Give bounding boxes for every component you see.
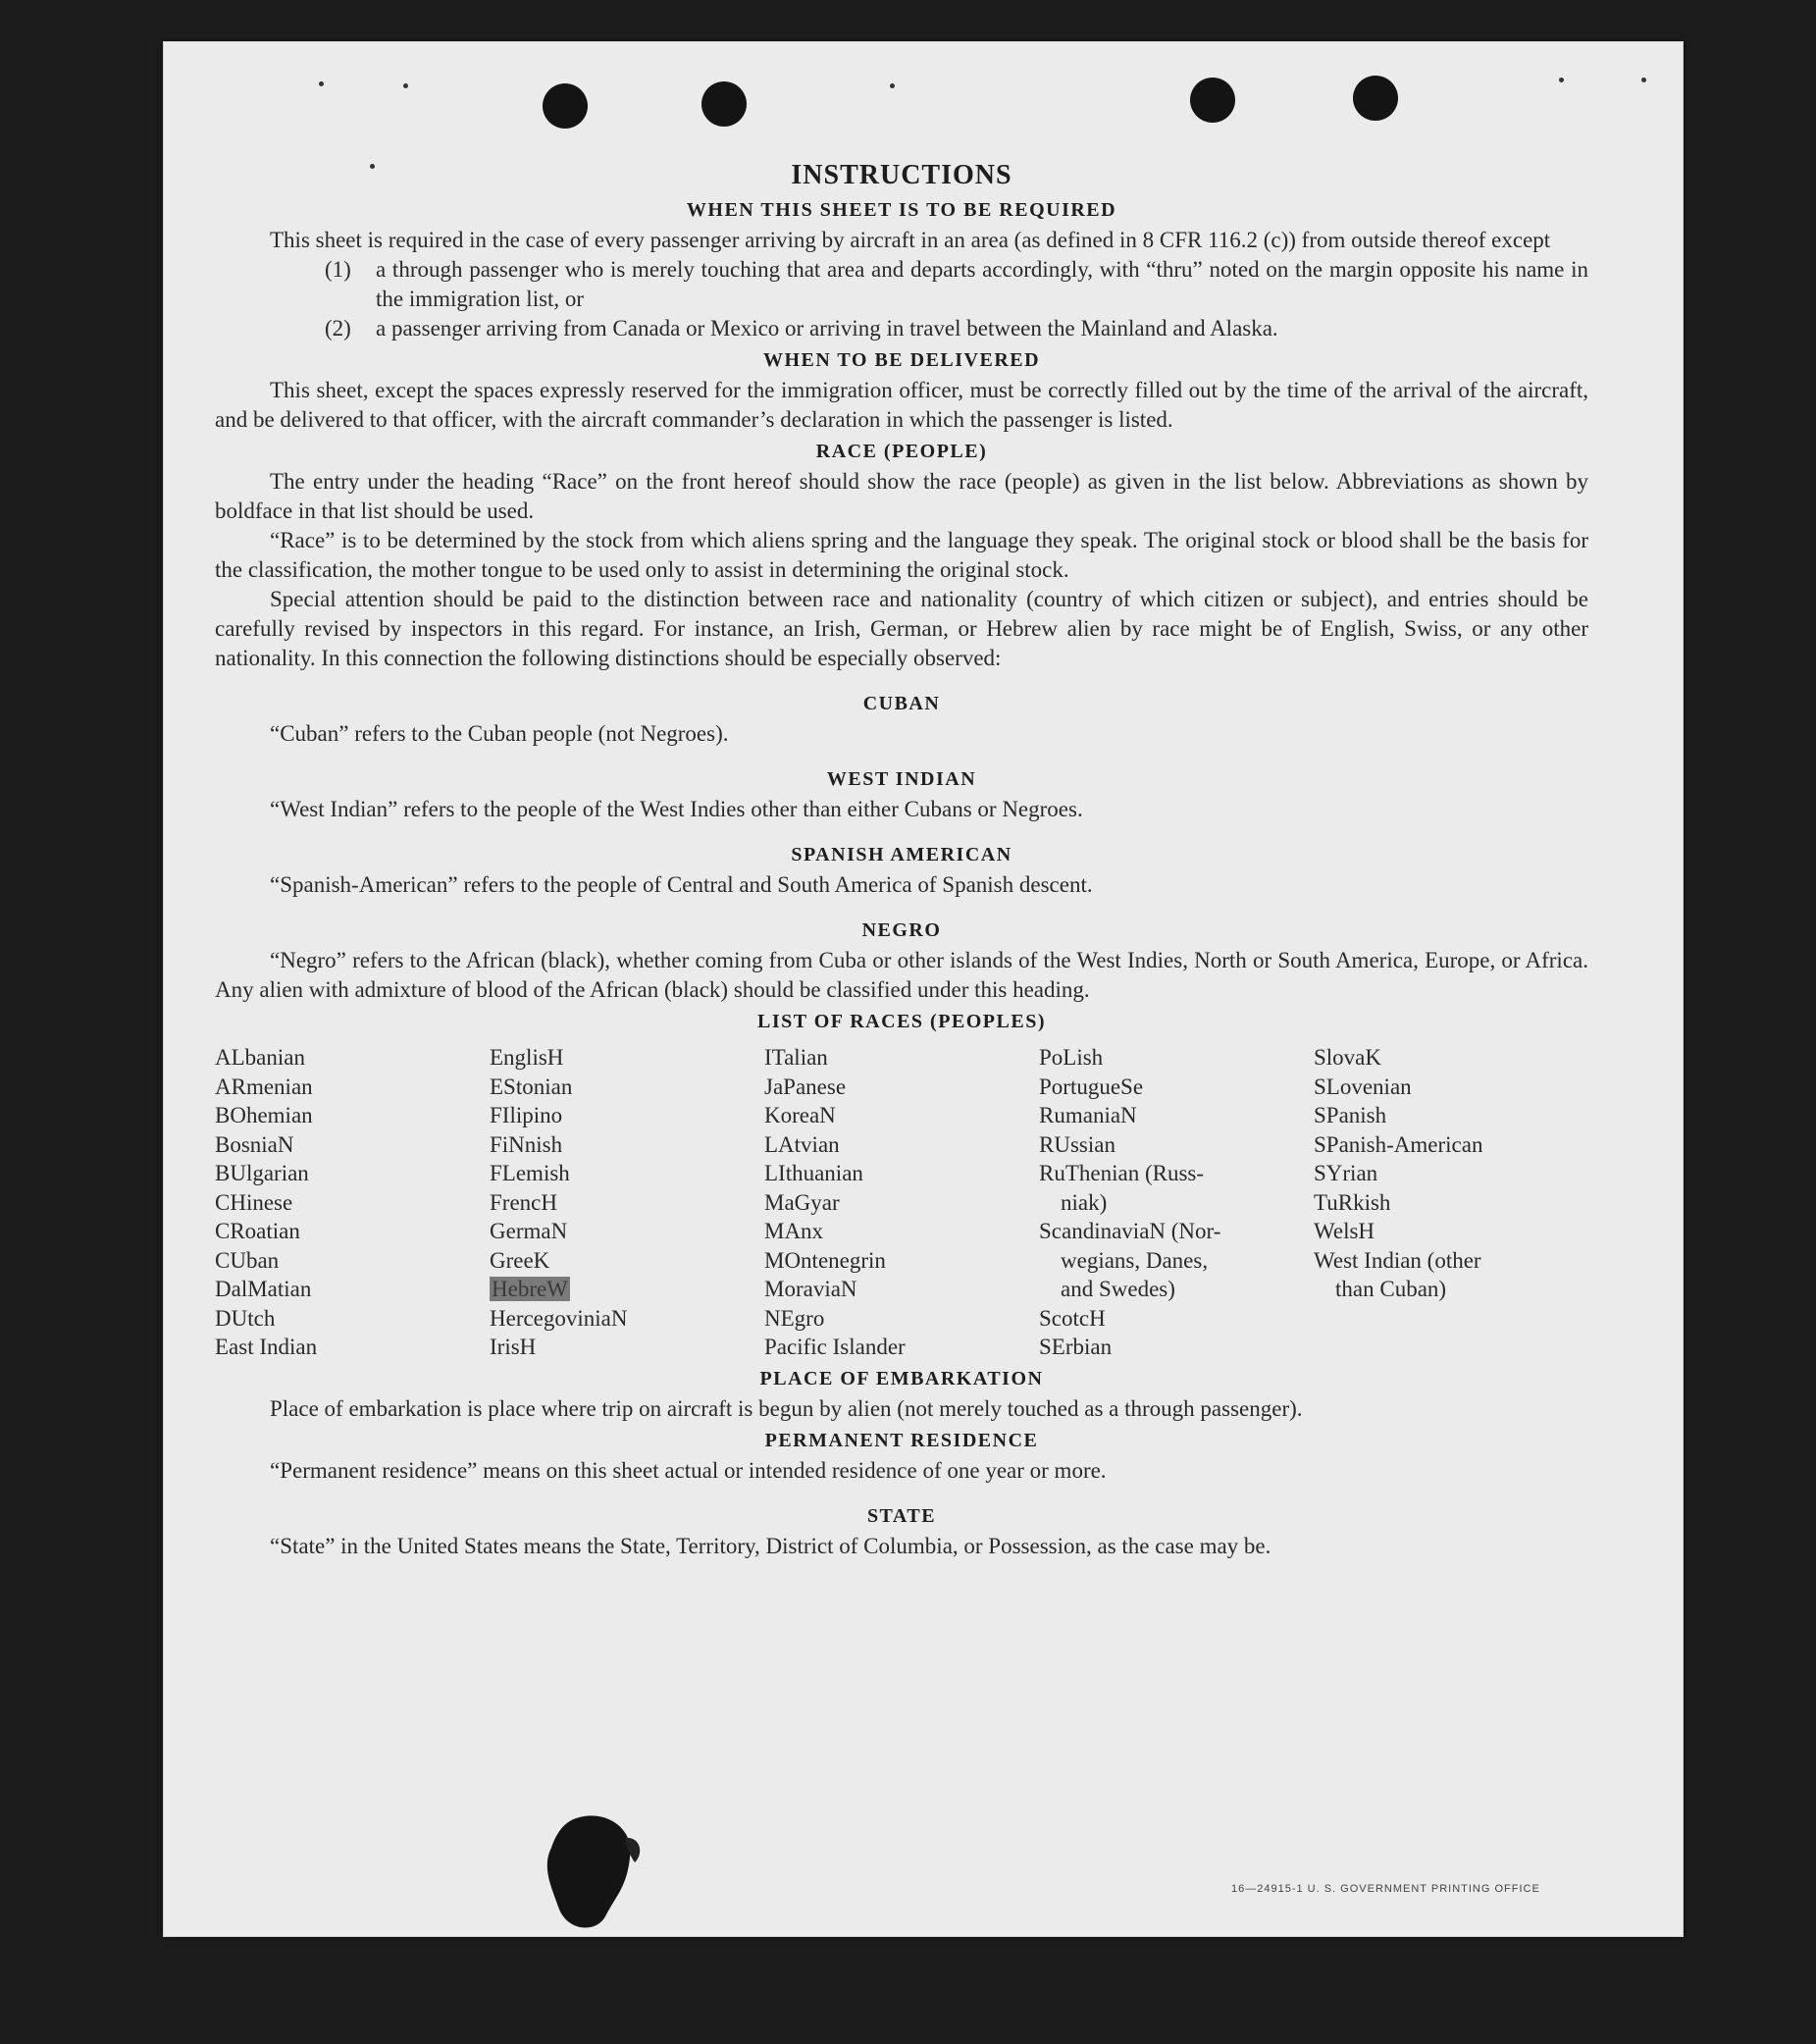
punch-hole (1190, 78, 1235, 123)
race-entry: LAtvian (764, 1131, 840, 1157)
when-delivered-text: This sheet, except the spaces expressly reserved for the immigration officer, must be correctly filled out by the time of the arrival of the aircraft, and be delivered to that officer, with the aircraft commander’s declaration in which the passenger is listed. (215, 378, 1588, 432)
race-entry: ScotcH (1039, 1305, 1106, 1331)
race-entry: GermaN (490, 1219, 568, 1243)
exception-number: (2) (325, 316, 351, 341)
race-entry: MAnx (764, 1219, 824, 1243)
race-entry: ScandinaviaN (Nor- (1039, 1219, 1221, 1243)
when-required-intro: This sheet is required in the case of every passenger arriving by aircraft in an area (as defined in 8 CFR 116.2 (c)) from outside thereof except (270, 228, 1551, 252)
race-entry: DalMatian (215, 1277, 312, 1301)
race-entry-continued: niak) (1061, 1189, 1108, 1215)
race-entry: CUban (215, 1247, 280, 1273)
residence-text: “Permanent residence” means on this sheet actual or intended residence of one year or more. (270, 1457, 1107, 1483)
exception-text: a passenger arriving from Canada or Mexico or arriving in travel between the Mainland and Alaska. (376, 316, 1278, 341)
race-entry: FIlipino (490, 1103, 563, 1127)
race-paragraph-3: Special attention should be paid to the distinction between race and nationality (country of which citizen or subject), and entries should be carefully revised by inspectors in this regard. For instance, an Irish, German, or Hebrew alien by race might be of English, Swiss, or any other nationality. In this connection the following distinctions should be especially observed: (215, 587, 1588, 670)
speck (1641, 78, 1646, 82)
race-entry: CRoatian (215, 1219, 300, 1243)
negro-text: “Negro” refers to the African (black), whether coming from Cuba or other islands of the West Indies, North or South America, Europe, or Africa. Any alien with admixture of blood of the African (black) should be classified under this heading. (215, 948, 1588, 1002)
heading-list-of-races: LIST OF RACES (PEOPLES) (756, 1011, 1046, 1032)
west-indian-text: “West Indian” refers to the people of the West Indies other than either Cubans or Negroes. (270, 797, 1083, 821)
race-entry (490, 1275, 764, 1304)
speck (319, 81, 324, 86)
punch-hole (1353, 76, 1398, 121)
race-entry: FLemish (490, 1161, 570, 1185)
race-entry: WelsH (1314, 1219, 1375, 1243)
speck (1559, 78, 1564, 82)
race-entry: MOntenegrin (764, 1247, 886, 1273)
instructions-content (215, 160, 1588, 1561)
race-entry: RUssian (1039, 1131, 1116, 1157)
race-entry: West Indian (other (1314, 1247, 1481, 1273)
race-column-3 (764, 1043, 1039, 1362)
race-entry: DUtch (215, 1305, 276, 1331)
race-entry: BUlgarian (215, 1161, 309, 1185)
heading-race: RACE (PEOPLE) (815, 441, 988, 462)
heading-permanent-residence: PERMANENT RESIDENCE (764, 1429, 1039, 1451)
race-entry: FiNnish (490, 1131, 563, 1157)
printing-office-code: 16—24915-1 U. S. GOVERNMENT PRINTING OFFICE (1231, 1883, 1540, 1895)
race-entry: ALbanian (215, 1045, 305, 1070)
race-entry: PortugueSe (1039, 1074, 1144, 1099)
punch-hole (701, 81, 747, 127)
smudged-race-entry: HebreW (492, 1277, 568, 1301)
race-entry: GreeK (490, 1247, 550, 1273)
cuban-text: “Cuban” refers to the Cuban people (not Negroes). (270, 721, 729, 746)
race-column-1 (215, 1043, 490, 1362)
race-entry: SErbian (1039, 1335, 1113, 1359)
race-entry: TuRkish (1314, 1189, 1391, 1215)
race-entry: East Indian (215, 1335, 318, 1359)
race-paragraph-2: “Race” is to be determined by the stock from which aliens spring and the language they speak. The original stock or blood shall be the basis for the classification, the mother tongue to be used only to assist in determining the original stock. (215, 528, 1588, 582)
race-entry: KoreaN (764, 1103, 836, 1127)
heading-spanish-american: SPANISH AMERICAN (791, 844, 1012, 865)
embarkation-text: Place of embarkation is place where trip on aircraft is begun by alien (not merely touched as a through passenger). (270, 1395, 1303, 1421)
race-entry: BOhemian (215, 1103, 313, 1127)
spanish-american-text: “Spanish-American” refers to the people of Central and South America of Spanish descent. (270, 872, 1093, 897)
heading-when-required: WHEN THIS SHEET IS TO BE REQUIRED (686, 199, 1117, 221)
exception-item-2 (325, 314, 1588, 343)
race-entry: MaGyar (764, 1189, 840, 1215)
race-entry: HercegoviniaN (490, 1305, 628, 1331)
punch-hole (543, 83, 588, 129)
race-entry: CHinese (215, 1189, 293, 1215)
exception-number: (1) (325, 257, 351, 282)
speck (403, 83, 408, 88)
race-column-5 (1314, 1043, 1588, 1362)
race-entry: ITalian (764, 1045, 828, 1070)
race-entry: SPanish (1314, 1103, 1387, 1127)
race-entry: SLovenian (1314, 1074, 1412, 1099)
race-entry: SPanish-American (1314, 1131, 1483, 1157)
exception-item-1 (325, 255, 1588, 314)
race-entry-continued: wegians, Danes, (1061, 1247, 1209, 1273)
race-entry: BosniaN (215, 1131, 294, 1157)
page-title: INSTRUCTIONS (791, 160, 1012, 190)
race-entry: MoraviaN (764, 1277, 857, 1301)
exception-text: a through passenger who is merely touching that area and departs accordingly, with “thru” noted on the margin opposite his name in the immigration list, or (376, 257, 1588, 311)
speck (890, 83, 895, 88)
race-entry-continued: than Cuban) (1335, 1277, 1447, 1301)
race-entry-continued: and Swedes) (1061, 1277, 1175, 1301)
race-column-4 (1039, 1043, 1314, 1362)
heading-negro: NEGRO (861, 919, 942, 941)
race-column-2 (490, 1043, 764, 1362)
race-entry: EnglisH (490, 1045, 564, 1070)
race-entry: RuThenian (Russ- (1039, 1161, 1205, 1185)
race-paragraph-1: The entry under the heading “Race” on the front hereof should show the race (people) as given in the list below. Abbreviations as shown by boldface in that list should be used. (215, 469, 1588, 523)
race-entry: RumaniaN (1039, 1103, 1137, 1127)
heading-place-of-embarkation: PLACE OF EMBARKATION (759, 1367, 1044, 1389)
document-page (163, 41, 1684, 1937)
state-text: “State” in the United States means the State, Territory, District of Columbia, or Possession, as the case may be. (270, 1533, 1271, 1558)
heading-cuban: CUBAN (862, 693, 941, 714)
race-entry: SlovaK (1314, 1045, 1381, 1070)
race-entry: SYrian (1314, 1161, 1378, 1185)
race-entry: EStonian (490, 1074, 573, 1099)
race-list (215, 1043, 1588, 1362)
heading-when-delivered: WHEN TO BE DELIVERED (762, 349, 1041, 371)
race-entry: FrencH (490, 1189, 557, 1215)
race-entry: LIthuanian (764, 1161, 863, 1185)
ink-blot-stain (537, 1808, 645, 1936)
race-entry: Pacific Islander (764, 1335, 906, 1359)
race-entry: ARmenian (215, 1074, 313, 1099)
race-entry: JaPanese (764, 1074, 847, 1099)
heading-west-indian: WEST INDIAN (826, 768, 977, 790)
heading-state: STATE (866, 1504, 937, 1527)
race-entry: IrisH (490, 1335, 537, 1359)
race-entry: NEgro (764, 1305, 825, 1331)
race-entry: PoLish (1039, 1045, 1104, 1070)
